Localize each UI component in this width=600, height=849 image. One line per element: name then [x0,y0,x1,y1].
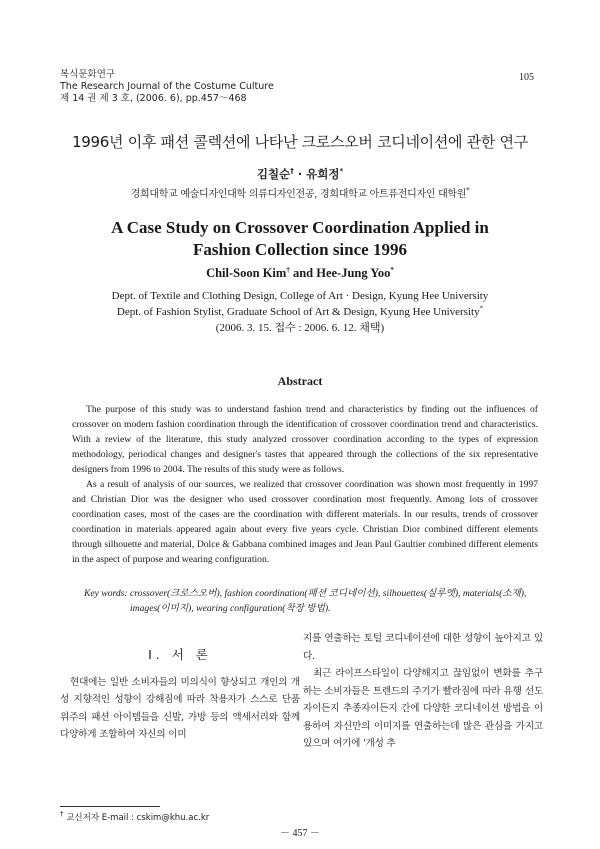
abstract-paragraph-2: As a result of analysis of our sources, we realized that crossover coordination was shown most frequently in 1997 and Christian Dior was the designer who used crossover coordination most frequently. Among lots of crossover coordination cases, most of the cases are the coordination with different materials. In our results, trends of crossover coordination in materials appeared again about every five years cycle. Christian Dior combined different elements through silhouette and material, Dolce & Gabbana combined images and Jean Paul Gaultier combined different elements in the aspect of purpose and wearing configuration. [72,479,538,565]
title-korean: 1996년 이후 패션 콜렉션에 나타난 크로스오버 코디네이션에 관한 연구 [72,133,528,151]
body-paragraph-left-1: 현대에는 일반 소비자들의 미의식이 향상되고 개인의 개성 지향적인 성향이 강해짐에 따라 착용자가 스스로 단품 위주의 패션 아이템들을 신발, 가방 등의 액세서리와 함께 다양하게 조합하여 자신의 이미 [60,676,300,740]
body-paragraph-right-1: 지를 연출하는 토털 코디네이션에 대한 성향이 높아지고 있다. [303,633,543,662]
corresponding-mark: † [290,167,294,176]
journal-volume: 제 14 권 제 3 호, (2006. 6), pp.457～468 [60,93,247,104]
authors-korean [0,166,600,182]
body-paragraph-right-2: 최근 라이프스타일이 다양해지고 끊임없이 변화를 추구하는 소비자들은 트렌드의 주기가 빨라짐에 따라 유행 선도자이든지 추종자이든지 간에 다양한 코디네이션 방법을 이용하여 자신만의 이미지를 연출하는데 많은 관심을 가지고 있으며 여기에 '개성 추 [303,668,543,749]
footnote [60,811,209,823]
keywords [84,586,540,616]
author-and: and [289,266,317,280]
affiliation-en-line1: Dept. of Textile and Clothing Design, College of Art · Design, Kyung Hee University [111,290,489,302]
abstract-paragraph-1: The purpose of this study was to understand fashion trend and characteristics by finding out the influences of crossover on modern fashion coordination through the identification of crossover coordination trend and characteristics. With a review of the literature, this study analyzed crossover coordination according to the types of expression methodology, periodical changes and designer's tastes that appeared through the collections of the six representative designers from 1996 to 2004. The results of this study were as follows. [72,404,538,475]
author-1-en: Chil-Soon Kim [206,266,287,280]
body-column-right [303,630,543,753]
affiliation-ko-text: 경희대학교 예술디자인대학 의류디자인전공, 경희대학교 아트퓨전디자인 대학원 [130,189,467,200]
author-2-ko: 유희정 [306,167,340,181]
footnote-divider [60,806,160,807]
affiliation-mark: * [339,167,344,176]
affiliation-en-line2 [0,304,600,320]
title-english [0,217,600,261]
journal-name-en: The Research Journal of the Costume Culture [60,81,274,92]
author-separator: · [293,167,307,181]
title-en-line1: A Case Study on Crossover Coordination Applied in [111,218,489,237]
section-heading-introduction: Ⅰ. 서 론 [148,647,212,662]
abstract-heading: Abstract [277,374,323,388]
footnote-text: 교신저자 E-mail : cskim@khu.ac.kr [63,813,210,823]
body-column-left [60,630,300,744]
affiliation-en-line2-text: Dept. of Fashion Stylist, Graduate School of Art & Design, Kyung Hee University [116,306,480,318]
journal-header [60,69,274,105]
page-number-bottom: － 457 － [280,828,320,839]
affiliation-en-line2-mark: * [479,304,484,313]
affiliation-korean [0,185,600,200]
page-number-top: 105 [519,72,534,83]
footnote-mark: † [60,810,64,819]
submission-dates: (2006. 3. 15. 접수 : 2006. 6. 12. 채택) [215,322,385,334]
affiliation-english [0,288,600,336]
author-1-ko: 김칠순 [256,167,291,181]
authors-english [0,266,600,281]
affiliation-ko-mark: * [466,186,470,195]
author-1-en-mark: † [286,265,290,274]
journal-name-ko: 복식문화연구 [60,69,116,80]
keywords-text: Key words: crossover(크로스오버), fashion coordination(패션 코디네이션), silhouettes(실루엣), materials(소재), images(이미지), wearing configuration(착장 방법). [84,588,527,614]
title-en-line2: Fashion Collection since 1996 [193,240,407,259]
abstract-body [72,402,538,567]
author-2-en-mark: * [390,265,394,274]
author-2-en: Hee-Jung Yoo [316,266,391,280]
